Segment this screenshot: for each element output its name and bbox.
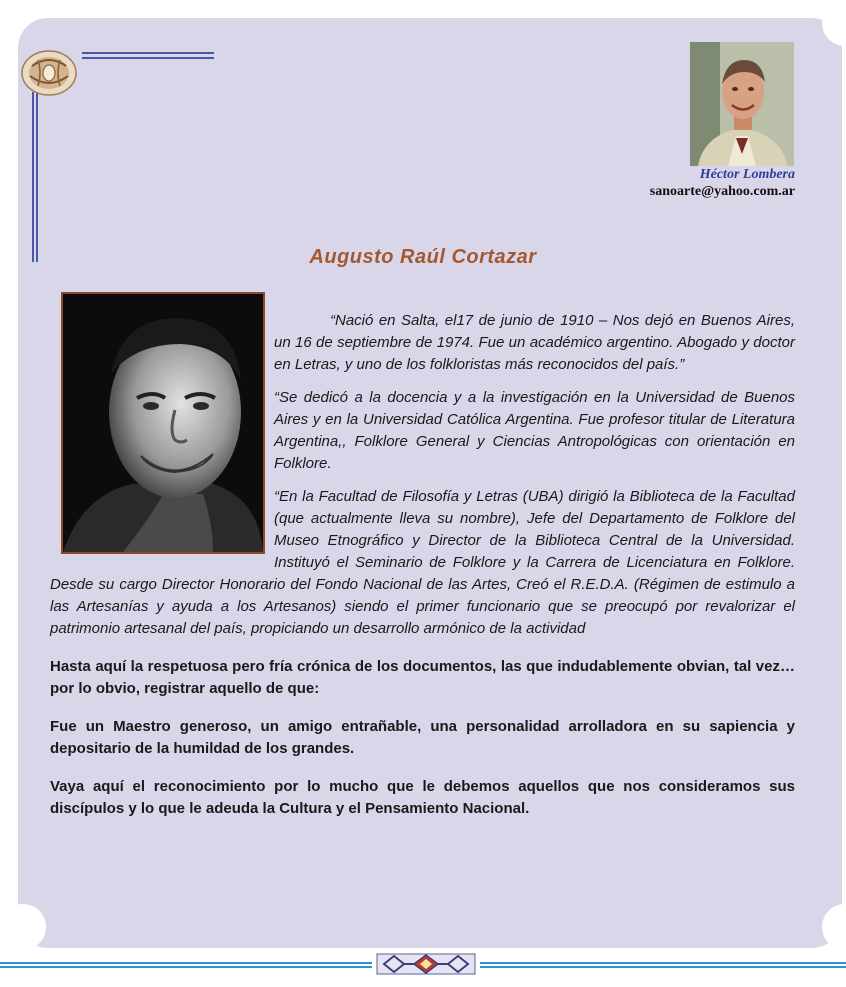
author-email[interactable]: sanoarte@yahoo.com.ar (649, 184, 795, 199)
corner-notch-bottom-left (0, 904, 46, 950)
footer-rule-left (0, 962, 372, 968)
paragraph-1: “Nació en Salta, el17 de junio de 1910 – Nos dejó en Buenos Aires, un 16 de septiembre de 1974. Fue un académico argentino. Abogado y doctor en Letras, y uno de los folkloristas más reconocidos del país.” (274, 312, 795, 373)
paragraph-3: “En la Facultad de Filosofía y Letras (UBA) dirigió la Biblioteca de la Facultad (que actualmente lleva su nombre), Jefe del Departamento de Folklore del Museo Etnográfico y Director de la Biblioteca Central de la Universidad. Instituyó el Seminario de Folklore y la Carrera de Licenciatura en Folklore. Desde su cargo Director Honorario del Fondo Nacional de las Artes, Creó el R.E.D.A. (Régimen de estimulo a las Artesanías y ayuda a los Artesanos) siendo el primer funcionario que se preocupó por revalorizar el patrimonio artesanal del país, propiciando un desarrollo armónico de la actividad (50, 488, 795, 637)
decorative-vertical-rule (32, 92, 38, 262)
article-body (50, 310, 795, 835)
author-name: Héctor Lombera (699, 167, 795, 182)
closing-paragraph-2: Fue un Maestro generoso, un amigo entrañable, una personalidad arrolladora en su sapiencia y depositario de la humildad de los grandes. (50, 718, 795, 757)
andean-ornament-icon (376, 953, 476, 975)
author-portrait-figure (690, 42, 794, 166)
closing-paragraph-1: Hasta aquí la respetuosa pero fría crónica de los documentos, las que indudablemente obvian, tal vez… por lo obvio, registrar aquello de que: (50, 658, 795, 697)
portrait-spacer (50, 310, 274, 555)
seed-logo-icon (18, 46, 80, 98)
footer-rule-right (480, 962, 846, 968)
closing-paragraph-3: Vaya aquí el reconocimiento por lo mucho que le debemos aquellos que nos consideramos sus discípulos y lo que le adeuda la Cultura y el Pensamiento Nacional. (50, 778, 795, 817)
decorative-horizontal-rule (82, 52, 214, 59)
article-title: Augusto Raúl Cortazar (309, 246, 537, 268)
paragraph-2: “Se dedicó a la docencia y a la investigación en la Universidad de Buenos Aires y en la Universidad Católica Argentina. Fue profesor titular de Literatura Argentina,, Folklore General y Ciencias Antropológicas con orientación en Folklore. (274, 389, 795, 472)
author-photo (690, 42, 794, 166)
